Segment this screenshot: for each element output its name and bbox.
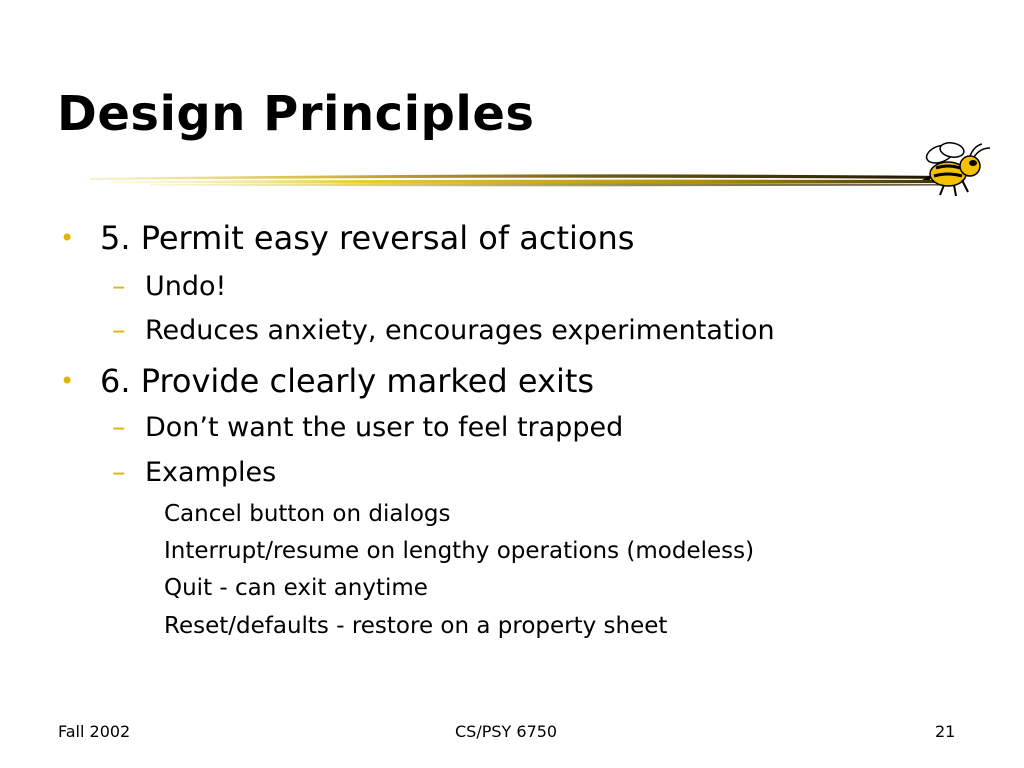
dash-icon: – xyxy=(112,457,126,488)
bullet-dot-icon: • xyxy=(60,367,75,395)
bullet-dot-icon: • xyxy=(60,224,75,252)
sub-bullet-text: Reduces anxiety, encourages experimentation xyxy=(145,315,775,346)
gold-gradient-rule-icon xyxy=(90,170,950,190)
yellow-jacket-mascot-icon xyxy=(918,140,994,198)
list-item: Quit - can exit anytime xyxy=(164,575,428,601)
footer-course: CS/PSY 6750 xyxy=(455,722,558,741)
dash-icon: – xyxy=(112,271,126,302)
footer-date: Fall 2002 xyxy=(58,722,131,741)
sub-bullet-text: Don’t want the user to feel trapped xyxy=(145,412,624,443)
dash-icon: – xyxy=(112,315,126,346)
bullet-text: 6. Provide clearly marked exits xyxy=(100,362,595,400)
list-item: Reset/defaults - restore on a property sheet xyxy=(164,613,668,639)
sub-bullet-text: Undo! xyxy=(145,271,227,302)
list-item: Cancel button on dialogs xyxy=(164,501,451,527)
slide-title: Design Principles xyxy=(57,86,535,142)
sub-bullet-text: Examples xyxy=(145,457,277,488)
slide-number: 21 xyxy=(935,722,956,741)
bullet-text: 5. Permit easy reversal of actions xyxy=(100,219,635,257)
list-item: Interrupt/resume on lengthy operations (modeless) xyxy=(164,538,755,564)
dash-icon: – xyxy=(112,412,126,443)
